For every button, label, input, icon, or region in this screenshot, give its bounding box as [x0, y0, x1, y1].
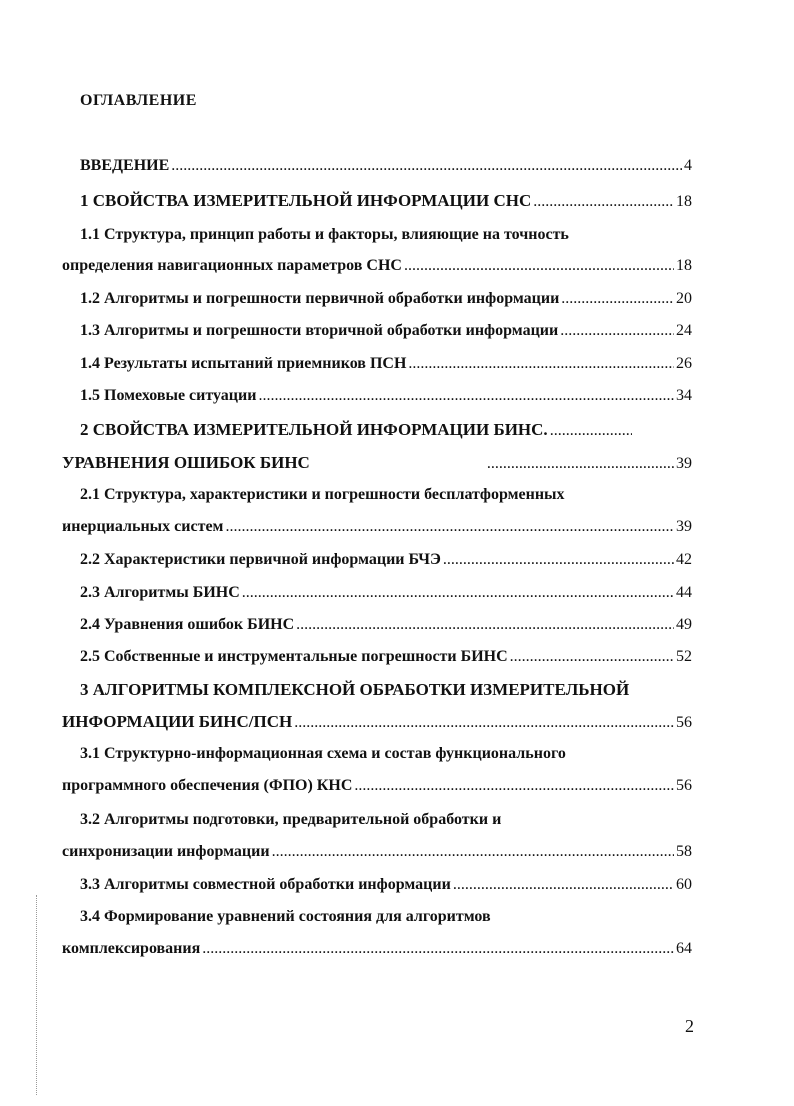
- toc-entry-text: 2.5 Собственные и инструментальные погрешности БИНС: [80, 648, 508, 665]
- dot-leader: [453, 876, 674, 894]
- toc-page-number: 58: [676, 843, 692, 860]
- toc-entry-3-4: [62, 940, 692, 964]
- toc-entry-1-1: [62, 257, 692, 281]
- toc-page-number: 39: [676, 455, 692, 472]
- toc-entry-text: 1.5 Помеховые ситуации: [80, 387, 257, 404]
- toc-entry-text: 1 СВОЙСТВА ИЗМЕРИТЕЛЬНОЙ ИНФОРМАЦИИ СНС: [80, 191, 532, 210]
- dot-leader: [443, 551, 674, 569]
- dot-leader: [404, 257, 674, 275]
- toc-entry-text: ИНФОРМАЦИИ БИНС/ПСН: [62, 712, 293, 731]
- dot-leader: [258, 387, 674, 405]
- toc-entry-1-3: [80, 322, 692, 346]
- toc-page-number: 56: [676, 714, 692, 731]
- dot-leader: [272, 843, 674, 861]
- toc-entry-3-1: [62, 777, 692, 801]
- toc-entry-text: синхронизации информации: [62, 843, 270, 860]
- toc-entry-2-1-line1: 2.1 Структура, характеристики и погрешности бесплатформенных: [80, 486, 565, 503]
- toc-entry-3-3: [80, 876, 692, 900]
- toc-entry-text: комплексирования: [62, 940, 201, 957]
- dot-leader: [242, 584, 674, 602]
- toc-entry-text: 2.3 Алгоритмы БИНС: [80, 584, 240, 601]
- toc-entry-text: 1.4 Результаты испытаний приемников ПСН: [80, 355, 407, 372]
- toc-entry-text: программного обеспечения (ФПО) КНС: [62, 777, 353, 794]
- toc-entry-1-1-line1: 1.1 Структура, принцип работы и факторы, влияющие на точность: [80, 226, 569, 243]
- dot-leader: [550, 422, 632, 440]
- toc-entry-intro: [80, 157, 692, 181]
- toc-entry-text: 2 СВОЙСТВА ИЗМЕРИТЕЛЬНОЙ ИНФОРМАЦИИ БИНС.: [80, 420, 548, 439]
- toc-entry-text: 3.3 Алгоритмы совместной обработки информации: [80, 876, 451, 893]
- toc-page-number: 64: [676, 940, 692, 957]
- toc-entry-text: инерциальных систем: [62, 518, 224, 535]
- toc-page-number: 26: [676, 355, 692, 372]
- dot-leader: [354, 777, 674, 795]
- toc-entry-2-3: [80, 584, 692, 608]
- toc-entry-text: УРАВНЕНИЯ ОШИБОК БИНС: [62, 453, 310, 472]
- toc-entry-3-2: [62, 843, 692, 867]
- toc-entry-text: 1.2 Алгоритмы и погрешности первичной обработки информации: [80, 290, 560, 307]
- toc-entry-chapter-3-line1: 3 АЛГОРИТМЫ КОМПЛЕКСНОЙ ОБРАБОТКИ ИЗМЕРИТЕЛЬНОЙ: [80, 680, 630, 699]
- toc-page-number: 56: [676, 777, 692, 794]
- dot-leader: [560, 322, 674, 340]
- scan-margin-artifact: [36, 895, 39, 1095]
- toc-page-number: 18: [676, 257, 692, 274]
- toc-entry-text: определения навигационных параметров СНС: [62, 257, 402, 274]
- dot-leader: [171, 157, 682, 175]
- dot-leader: [487, 455, 674, 473]
- toc-page-number: 18: [676, 193, 692, 210]
- dot-leader: [533, 193, 674, 211]
- toc-title: ОГЛАВЛЕНИЕ: [80, 92, 197, 109]
- dot-leader: [225, 518, 674, 536]
- toc-page-number: 42: [676, 551, 692, 568]
- dot-leader: [202, 940, 674, 958]
- dot-leader: [561, 290, 674, 308]
- toc-entry-1-2: [80, 290, 692, 314]
- toc-page-number: 20: [676, 290, 692, 307]
- dot-leader: [510, 648, 674, 666]
- toc-entry-chapter-1: [80, 191, 692, 215]
- toc-entry-text: 2.2 Характеристики первичной информации БЧЭ: [80, 551, 441, 568]
- toc-entry-text: 2.4 Уравнения ошибок БИНС: [80, 616, 295, 633]
- toc-entry-2-5: [80, 648, 692, 672]
- toc-entry-2-2: [80, 551, 692, 575]
- toc-page-number: 52: [676, 648, 692, 665]
- toc-page-number: 49: [676, 616, 692, 633]
- toc-page-number: 24: [676, 322, 692, 339]
- toc-entry-chapter-3: [62, 712, 692, 736]
- toc-entry-3-2-line1: 3.2 Алгоритмы подготовки, предварительной обработки и: [80, 811, 502, 828]
- toc-entry-text: ВВЕДЕНИЕ: [80, 157, 170, 174]
- toc-page-number: 34: [676, 387, 692, 404]
- page-number: 2: [685, 1016, 694, 1036]
- toc-page-number: 44: [676, 584, 692, 601]
- toc-entry-text: 1.3 Алгоритмы и погрешности вторичной обработки информации: [80, 322, 559, 339]
- toc-entry-2-1: [62, 518, 692, 542]
- toc-page-number: 39: [676, 518, 692, 535]
- toc-entry-chapter-2: [62, 453, 692, 477]
- toc-entry-1-4: [80, 355, 692, 379]
- toc-entry-3-4-line1: 3.4 Формирование уравнений состояния для алгоритмов: [80, 908, 491, 925]
- toc-entry-1-5: [80, 387, 692, 411]
- dot-leader: [408, 355, 674, 373]
- toc-entry-chapter-2-line1: [80, 420, 692, 444]
- toc-entry-2-4: [80, 616, 692, 640]
- dot-leader: [294, 714, 674, 732]
- dot-leader: [296, 616, 674, 634]
- toc-page-number: 4: [684, 157, 692, 174]
- toc-page-number: 60: [676, 876, 692, 893]
- toc-entry-3-1-line1: 3.1 Структурно-информационная схема и состав функционального: [80, 745, 566, 762]
